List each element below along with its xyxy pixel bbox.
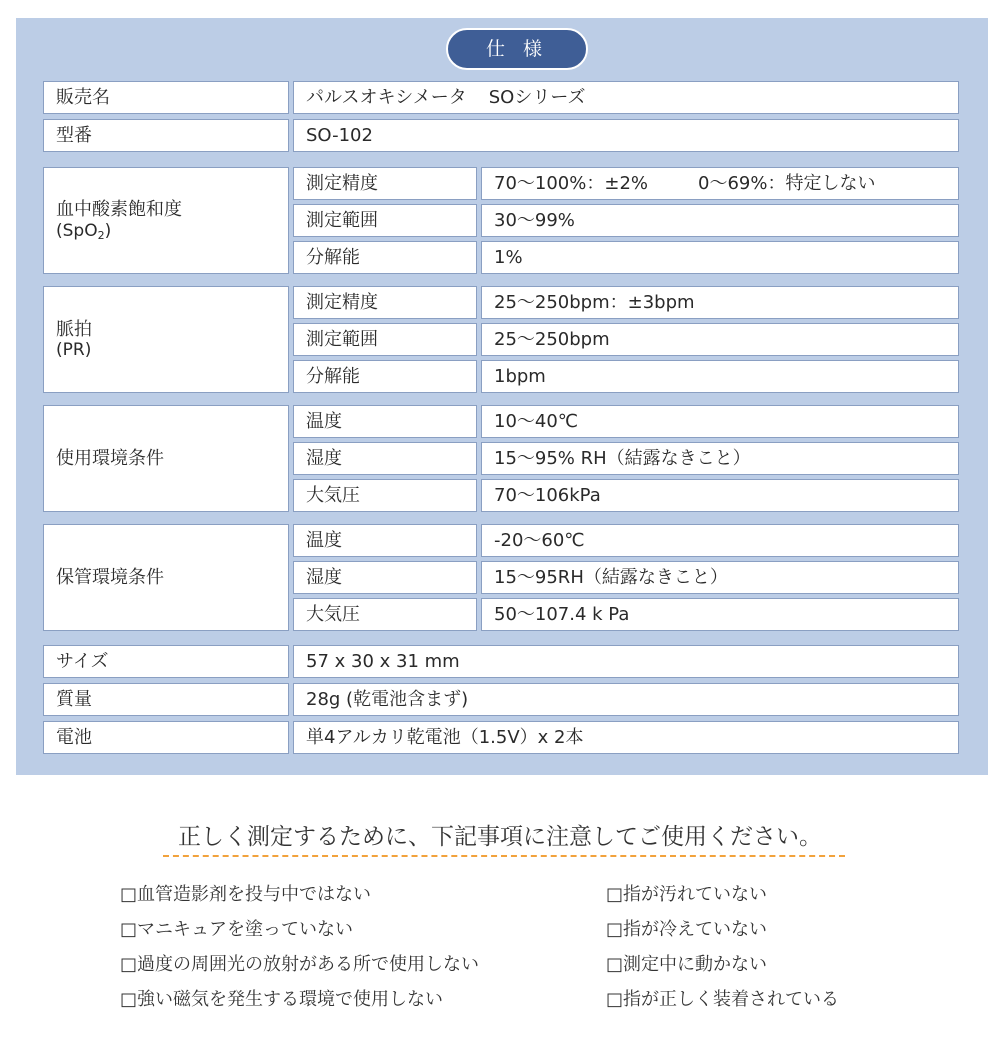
pr-label: 脈拍 (PR)	[43, 286, 289, 393]
operating-temp-value: 10〜40℃	[481, 405, 959, 438]
operating-humidity-label: 湿度	[293, 442, 477, 475]
operating-env-label: 使用環境条件	[43, 405, 289, 512]
storage-pressure-value: 50〜107.4 k Pa	[481, 598, 959, 631]
operating-temp-label: 温度	[293, 405, 477, 438]
pr-accuracy-value: 25〜250bpm：±3bpm	[481, 286, 959, 319]
spec-title: 仕 様	[446, 28, 588, 70]
checklist-item: □マニキュアを塗っていない	[120, 919, 354, 940]
model-label: 型番	[43, 119, 289, 152]
spo2-accuracy-label: 測定精度	[293, 167, 477, 200]
storage-pressure-label: 大気圧	[293, 598, 477, 631]
spo2-range-value: 30〜99%	[481, 204, 959, 237]
operating-humidity-value: 15〜95% RH（結露なきこと）	[481, 442, 959, 475]
spo2-accuracy-value: 70〜100%：±2% 0〜69%：特定しない	[481, 167, 959, 200]
model-value: SO-102	[293, 119, 959, 152]
mass-value: 28g (乾電池含まず)	[293, 683, 959, 716]
checklist-item: □過度の周囲光の放射がある所で使用しない	[120, 954, 480, 975]
notice-dashed-underline	[163, 855, 845, 857]
mass-label: 質量	[43, 683, 289, 716]
spo2-range-label: 測定範囲	[293, 204, 477, 237]
storage-temp-label: 温度	[293, 524, 477, 557]
size-label: サイズ	[43, 645, 289, 678]
pr-resolution-label: 分解能	[293, 360, 477, 393]
spo2-resolution-value: 1%	[481, 241, 959, 274]
operating-pressure-value: 70〜106kPa	[481, 479, 959, 512]
checklist-item: □測定中に動かない	[606, 954, 768, 975]
pr-resolution-value: 1bpm	[481, 360, 959, 393]
product-name-value: パルスオキシメータ SOシリーズ	[293, 81, 959, 114]
spo2-label: 血中酸素飽和度 (SpO$_2$)	[43, 167, 289, 274]
pr-range-label: 測定範囲	[293, 323, 477, 356]
checklist-item: □指が汚れていない	[606, 884, 768, 905]
storage-temp-value: -20〜60℃	[481, 524, 959, 557]
pr-accuracy-label: 測定精度	[293, 286, 477, 319]
battery-label: 電池	[43, 721, 289, 754]
spo2-resolution-label: 分解能	[293, 241, 477, 274]
storage-env-label: 保管環境条件	[43, 524, 289, 631]
checklist-item: □指が冷えていない	[606, 919, 768, 940]
operating-pressure-label: 大気圧	[293, 479, 477, 512]
storage-humidity-value: 15〜95RH（結露なきこと）	[481, 561, 959, 594]
pr-range-value: 25〜250bpm	[481, 323, 959, 356]
product-name-label: 販売名	[43, 81, 289, 114]
battery-value: 単4アルカリ乾電池（1.5V）x 2本	[293, 721, 959, 754]
storage-humidity-label: 湿度	[293, 561, 477, 594]
spec-panel	[16, 18, 988, 775]
checklist-item: □血管造影剤を投与中ではない	[120, 884, 372, 905]
checklist-item: □指が正しく装着されている	[606, 989, 840, 1010]
notice-title: 正しく測定するために、下記事項に注意してご使用ください。	[178, 824, 822, 850]
size-value: 57 x 30 x 31 mm	[293, 645, 959, 678]
checklist-item: □強い磁気を発生する環境で使用しない	[120, 989, 444, 1010]
